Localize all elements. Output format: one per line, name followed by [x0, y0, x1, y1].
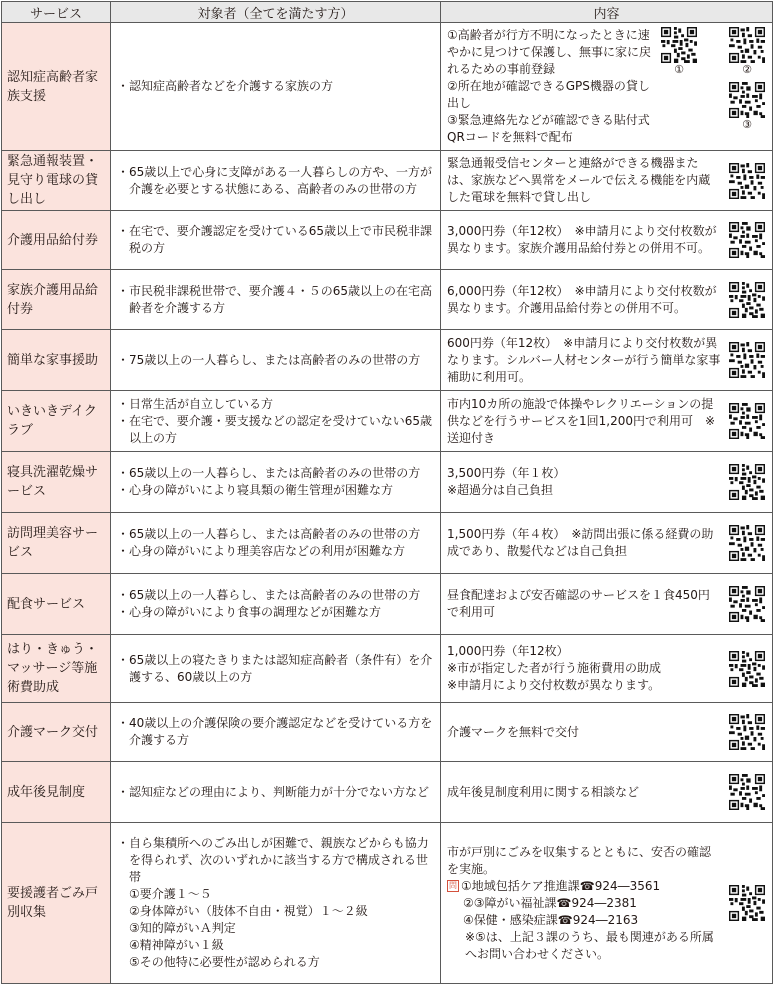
- target-cell: [111, 151, 441, 211]
- table-row: [2, 635, 773, 703]
- service-name: 成年後見制度: [2, 762, 111, 823]
- content-line: ②所在地が確認できるGPS機器の貸し出し: [447, 79, 650, 110]
- content-line: 1,000円券（年12枚）: [447, 644, 569, 658]
- content-text: [447, 465, 725, 499]
- target-item: ・ 心身の障がいにより食事の調理などが困難な方: [117, 605, 382, 619]
- table-row: [2, 151, 773, 211]
- inquiry-line: 問 ①地域包括ケア推進課☎924―3561: [449, 878, 661, 893]
- content-text: 1,500円券（年４枚） ※訪問出張に係る経費の助成であり、散髪代などは自己負担: [447, 527, 714, 558]
- table-row: [2, 513, 773, 574]
- content-text: 6,000円券（年12枚） ※申請月により交付枚数が異なります。介護用品給付券との併用不可。: [447, 283, 717, 315]
- content-cell: [441, 270, 773, 330]
- qr-label: ②: [742, 63, 752, 76]
- target-item: ・ 75歳以上の一人暮らし、または高齢者のみの世帯の方: [117, 352, 421, 367]
- service-name: 要援護者ごみ戸別収集: [2, 823, 111, 984]
- inquiry-line: ②③障がい福祉課☎924―2381: [463, 895, 637, 910]
- target-item: ・ 65歳以上で心身に支障がある一人暮らしの方や、一方が介護を必要とする状態にある、高齢者のみの世帯の方: [117, 164, 433, 196]
- service-name: 介護用品給付券: [2, 211, 111, 270]
- qr-code-icon[interactable]: [729, 403, 765, 439]
- service-name: 認知症高齢者家族支援: [2, 23, 111, 151]
- target-item: ・ 65歳以上の寝たきりまたは認知症高齢者（条件有）を介護する、60歳以上の方: [117, 652, 433, 684]
- qr-code-icon[interactable]: [729, 222, 765, 258]
- condition-item: ①要介護１～５: [129, 887, 212, 901]
- table-row: [2, 23, 773, 151]
- qr-label: ①: [674, 63, 684, 76]
- content-line: 3,500円券（年１枚）: [447, 466, 566, 480]
- condition-item: ③知的障がいＡ判定: [129, 921, 236, 935]
- content-text: 3,000円券（年12枚） ※申請月により交付枚数が異なります。家族介護用品給付券との併用不可。: [447, 224, 717, 255]
- service-name: 寝具洗濯乾燥サービス: [2, 452, 111, 513]
- content-text: 緊急通報受信センターと連絡ができる機器または、家族などへ異常をメールで伝える機能を内蔵した電球を無料で貸し出し: [447, 156, 711, 204]
- content-cell: [441, 635, 773, 703]
- service-name: はり・きゅう・マッサージ等施術費助成: [2, 635, 111, 703]
- target-item: ・ 在宅で、要介護認定を受けている65歳以上で市民税非課税の方: [117, 224, 433, 255]
- target-item: ・ 心身の障がいにより理美容店などの利用が困難な方: [117, 544, 406, 558]
- target-item: ・ 日常生活が自立している方: [117, 396, 274, 411]
- service-name: いきいきデイクラブ: [2, 391, 111, 452]
- table-row: [2, 703, 773, 762]
- content-text: 昼食配達および安否確認のサービスを１食450円で利用可: [447, 588, 710, 619]
- target-cell: [111, 823, 441, 984]
- target-item: ・ 65歳以上の一人暮らし、または高齢者のみの世帯の方: [117, 466, 421, 480]
- target-item: ・ 認知症高齢者などを介護する家族の方: [117, 79, 334, 93]
- qr-code-icon[interactable]: [729, 586, 765, 622]
- content-line: ③緊急連絡先などが確認できる貼付式QRコードを無料で配布: [447, 113, 650, 144]
- qr-code-icon[interactable]: [729, 282, 765, 318]
- content-text: 600円券（年12枚） ※申請月により交付枚数が異なります。シルバー人材センターが行う簡単な家事補助に利用可。: [447, 335, 721, 384]
- content-line: ※市が指定した者が行う施術費用の助成: [447, 661, 662, 675]
- content-text: 介護マークを無料で交付: [447, 724, 580, 739]
- service-name: 介護マーク交付: [2, 703, 111, 762]
- header-target: 対象者（全てを満たす方）: [111, 2, 441, 23]
- qr-code-icon[interactable]: [661, 27, 697, 63]
- target-item: ・ 40歳以上の介護保険の要介護認定などを受けている方を介護する方: [117, 716, 433, 747]
- table-row: [2, 762, 773, 823]
- target-item: ・ 認知症などの理由により、判断能力が十分でない方など: [117, 784, 430, 799]
- content-text: 市内10カ所の施設で体操やレクリエーションの提供などを行うサービスを1回1,200円で利用可 ※送迎付き: [447, 396, 716, 445]
- content-line: ※超過分は自己負担: [447, 483, 554, 497]
- inquiry-icon: 問: [449, 881, 457, 890]
- header-row: [2, 2, 773, 23]
- condition-item: ②身体障がい（肢体不自由・視覚）１～２級: [129, 904, 368, 918]
- qr-code-icon[interactable]: [729, 163, 765, 199]
- content-cell: [441, 151, 773, 211]
- inquiry-line: ④保健・感染症課☎924―2163: [463, 912, 639, 927]
- content-cell: [441, 574, 773, 635]
- qr-code-icon[interactable]: [729, 714, 765, 750]
- target-cell: [111, 513, 441, 574]
- target-item: ・ 65歳以上の一人暮らし、または高齢者のみの世帯の方: [117, 527, 421, 541]
- content-cell: [441, 823, 773, 984]
- qr-code-icon[interactable]: [729, 651, 765, 687]
- condition-item: ④精神障がい１級: [129, 938, 224, 952]
- table-row: [2, 574, 773, 635]
- service-name: 家族介護用品給付券: [2, 270, 111, 330]
- content-cell: [441, 452, 773, 513]
- target-item: ・ 市民税非課税世帯で、要介護４・５の65歳以上の在宅高齢者を介護する方: [117, 283, 433, 315]
- target-cell: [111, 23, 441, 151]
- target-cell: [111, 330, 441, 391]
- service-name: 簡単な家事援助: [2, 330, 111, 391]
- qr-code-icon[interactable]: [729, 885, 765, 921]
- content-cell: [441, 330, 773, 391]
- target-cell: [111, 574, 441, 635]
- service-name: 配食サービス: [2, 574, 111, 635]
- qr-code-icon[interactable]: [729, 464, 765, 500]
- target-cell: [111, 391, 441, 452]
- qr-label: ③: [742, 118, 752, 131]
- target-cell: [111, 211, 441, 270]
- target-cell: [111, 703, 441, 762]
- content-text: 成年後見制度利用に関する相談など: [447, 784, 640, 799]
- target-cell: [111, 452, 441, 513]
- qr-code-icon[interactable]: [729, 82, 765, 118]
- content-text: [447, 27, 657, 146]
- header-service: サービス: [2, 2, 111, 23]
- qr-code-icon[interactable]: [729, 27, 765, 63]
- qr-group: [657, 27, 769, 146]
- target-item: ・ 自ら集積所へのごみ出しが困難で、親族などからも協力を得られず、次のいずれかに該当する方で構成される世帯: [117, 836, 429, 884]
- condition-item: ⑤その他特に必要性が認められる方: [129, 955, 320, 969]
- inquiry-note: ※⑤は、上記３課のうち、最も関連がある所属へお問い合わせください。: [465, 929, 714, 961]
- target-cell: [111, 762, 441, 823]
- content-cell: [441, 211, 773, 270]
- content-cell: [441, 762, 773, 823]
- content-line: ※申請月により交付枚数が異なります。: [447, 678, 661, 692]
- service-name: 緊急通報装置・見守り電球の貸し出し: [2, 151, 111, 211]
- content-cell: [441, 391, 773, 452]
- table-row: [2, 211, 773, 270]
- table-row: [2, 452, 773, 513]
- services-table: [1, 1, 773, 984]
- table-row: [2, 823, 773, 984]
- table-row: [2, 330, 773, 391]
- content-cell: [441, 513, 773, 574]
- qr-code-icon[interactable]: [729, 774, 765, 810]
- service-name: 訪問理美容サービス: [2, 513, 111, 574]
- target-item: ・ 65歳以上の一人暮らし、または高齢者のみの世帯の方: [117, 588, 421, 602]
- qr-code-icon[interactable]: [729, 525, 765, 561]
- content-line: 市が戸別にごみを収集するとともに、安否の確認を実施。: [447, 844, 712, 876]
- content-text: [447, 844, 725, 963]
- target-item: ・ 在宅で、要介護・要支援などの認定を受けていない65歳以上の方: [117, 413, 433, 445]
- content-cell: [441, 703, 773, 762]
- table-row: [2, 270, 773, 330]
- header-content: 内容: [441, 2, 773, 23]
- content-line: ①高齢者が行方不明になったときに速やかに見つけて保護し、無事に家に戻れるための事前登録: [447, 28, 652, 76]
- target-cell: [111, 635, 441, 703]
- qr-code-icon[interactable]: [729, 342, 765, 378]
- target-item: ・ 心身の障がいにより寝具類の衛生管理が困難な方: [117, 483, 394, 497]
- target-cell: [111, 270, 441, 330]
- content-cell: [441, 23, 773, 151]
- content-text: [447, 643, 725, 694]
- table-row: [2, 391, 773, 452]
